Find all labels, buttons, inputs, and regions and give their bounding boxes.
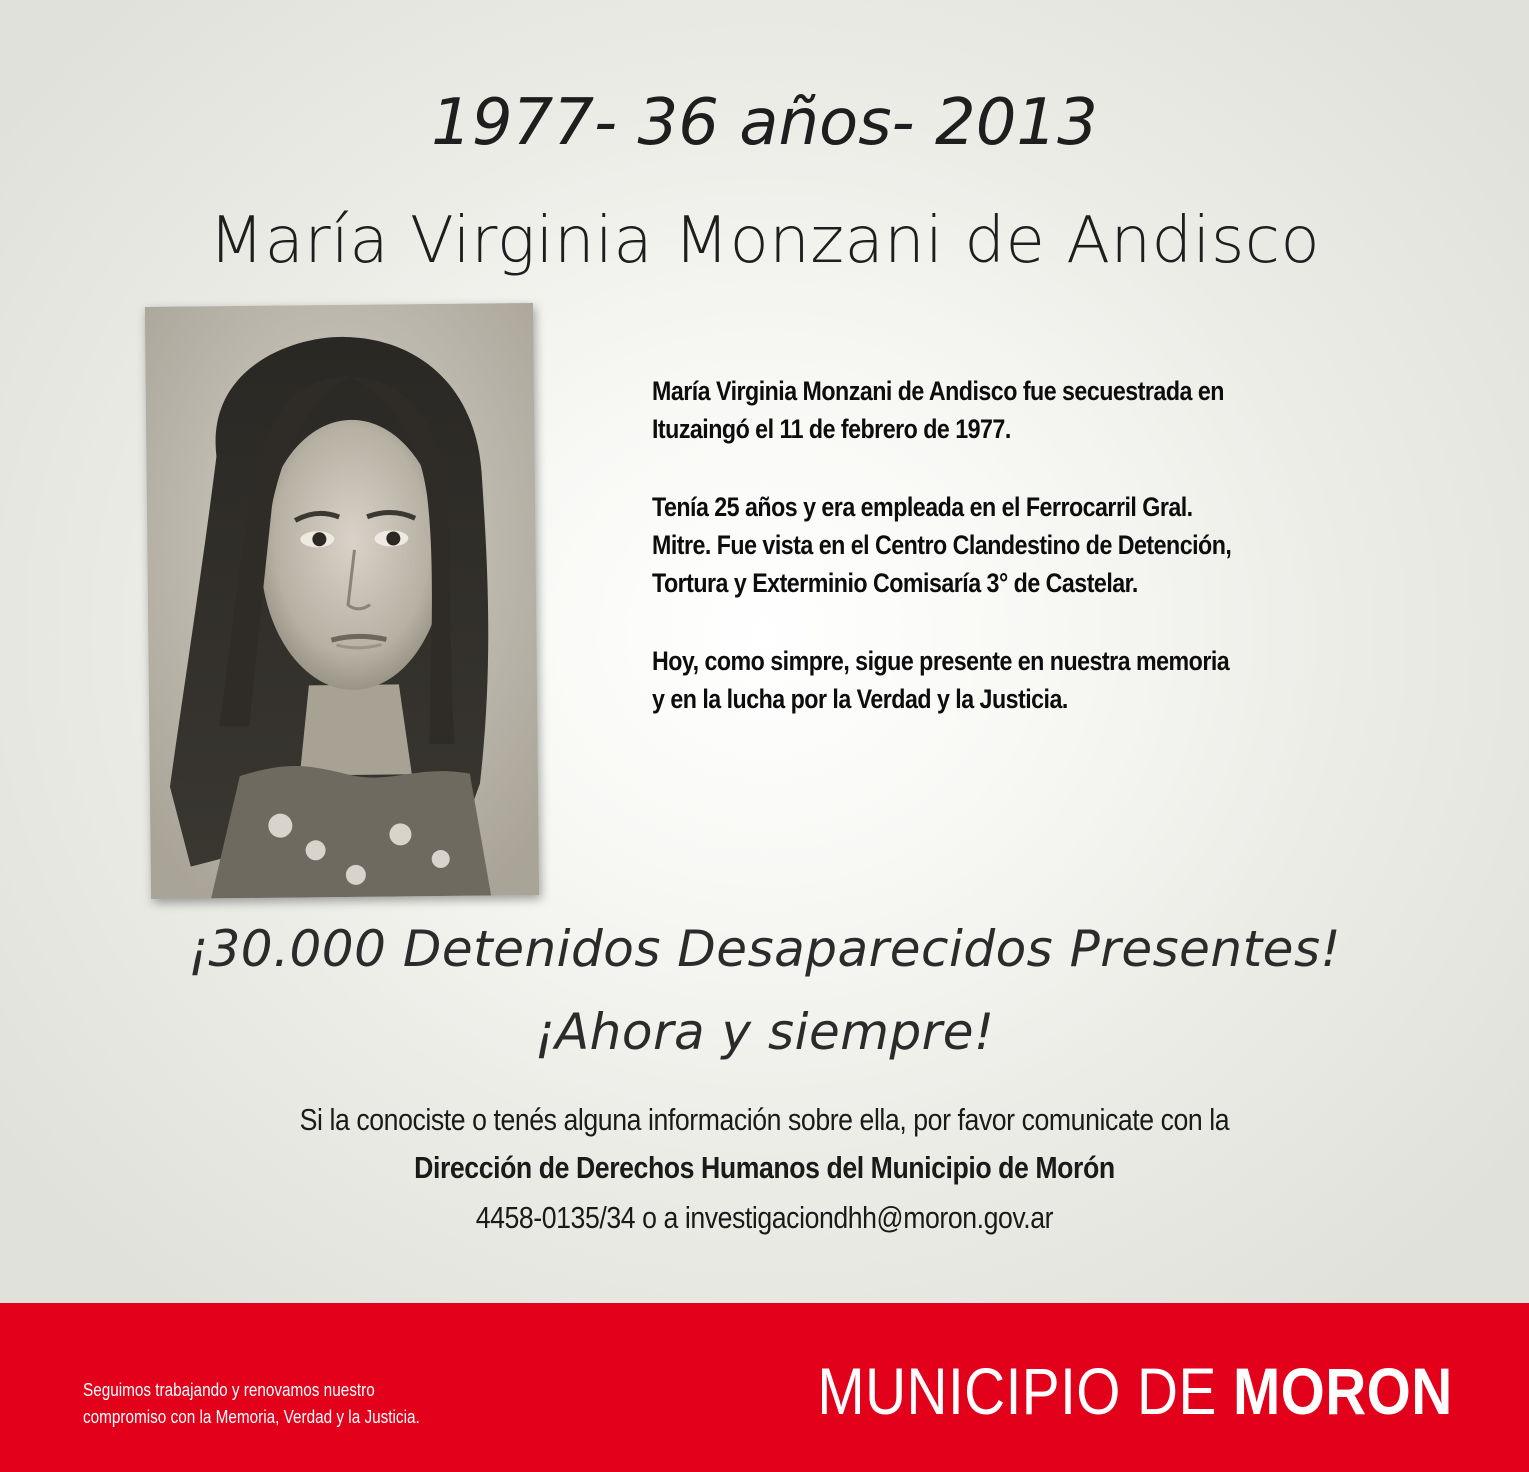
bio-line: Hoy, como simpre, sigue presente en nuestra memoria xyxy=(652,646,1230,676)
bio-line: y en la lucha por la Verdad y la Justicia. xyxy=(652,684,1068,714)
contact-organization: Dirección de Derechos Humanos del Municipio de Morón xyxy=(414,1150,1115,1185)
bio-line: María Virginia Monzani de Andisco fue secuestrada en xyxy=(652,376,1224,406)
anniversary-heading: 1977- 36 años- 2013 xyxy=(431,86,1098,160)
footer-tagline-line: compromiso con la Memoria, Verdad y la Justicia. xyxy=(83,1407,420,1427)
brand-bold-text: MORON xyxy=(1233,1354,1453,1428)
footer-tagline-line: Seguimos trabajando y renovamos nuestro xyxy=(83,1380,375,1400)
contact-details: 4458-0135/34 o a investigaciondhh@moron.gov.ar xyxy=(475,1200,1054,1235)
brand-light-text: MUNICIPIO DE xyxy=(817,1354,1234,1428)
slogan-ahora-y-siempre: ¡Ahora y siempre! xyxy=(534,1003,995,1061)
bio-line: Tenía 25 años y era empleada en el Ferrocarril Gral. xyxy=(652,492,1193,522)
municipality-logo xyxy=(818,1353,1453,1429)
slogan-presentes: ¡30.000 Detenidos Desaparecidos Presentes! xyxy=(187,920,1342,978)
biography-text xyxy=(652,372,1323,758)
bio-line: Tortura y Exterminio Comisaría 3° de Castelar. xyxy=(652,568,1138,598)
person-name-heading: María Virginia Monzani de Andisco xyxy=(208,204,1321,278)
bio-line: Mitre. Fue vista en el Centro Clandestino de Detención, xyxy=(652,530,1232,560)
contact-intro-text: Si la conociste o tenés alguna información sobre ella, por favor comunicate con la xyxy=(299,1102,1230,1137)
bio-line: Ituzaingó el 11 de febrero de 1977. xyxy=(652,414,1011,444)
bio-paragraph-abduction xyxy=(652,372,1323,448)
bio-paragraph-detention xyxy=(652,488,1323,602)
footer-band xyxy=(0,1303,1529,1472)
bio-paragraph-memory xyxy=(652,642,1323,718)
footer-tagline xyxy=(83,1377,420,1431)
portrait-photo xyxy=(145,303,539,899)
